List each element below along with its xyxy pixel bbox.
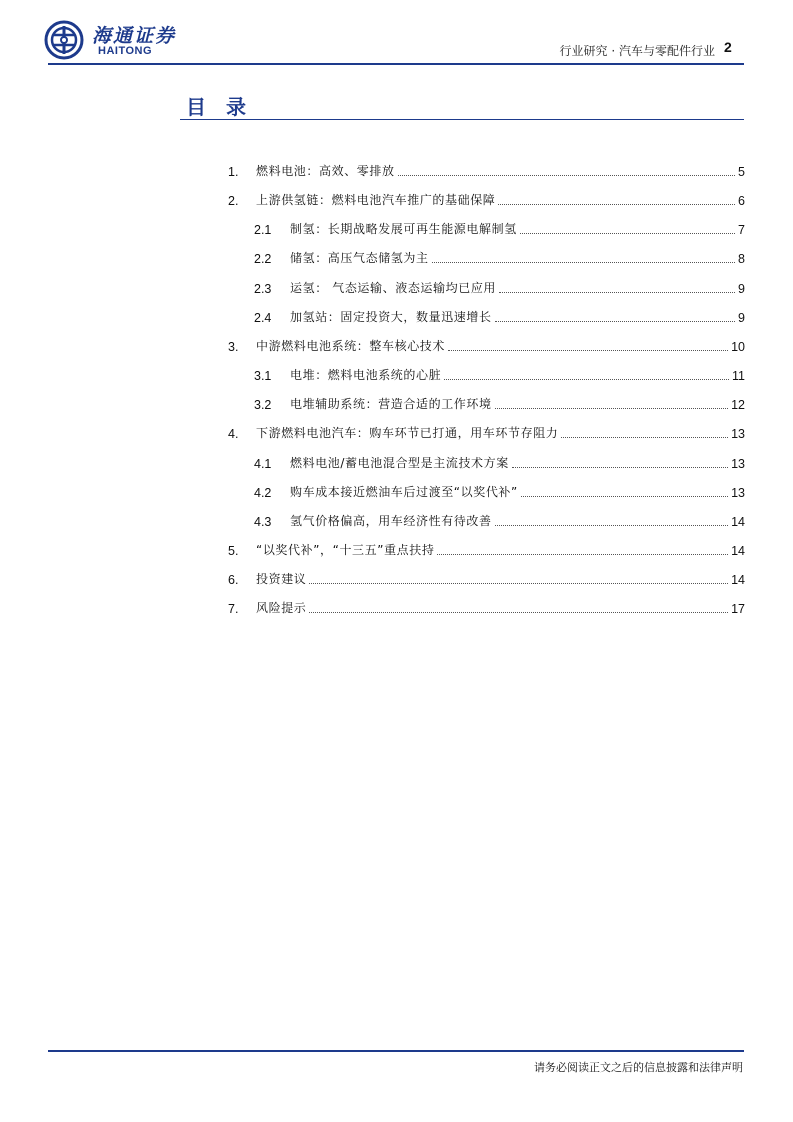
toc-entry-number: 1. xyxy=(228,165,239,179)
toc-entry[interactable] xyxy=(254,219,745,237)
toc-entry-title: 运氢： 气态运输、液态运输均已应用 xyxy=(290,280,497,295)
toc-entry-page: 13 xyxy=(731,456,745,471)
toc-entry-title: 上游供氢链：燃料电池汽车推广的基础保障 xyxy=(256,193,496,208)
toc-entry-title: “以奖代补”，“十三五”重点扶持 xyxy=(256,542,435,557)
toc-dot-leader xyxy=(448,349,728,351)
toc-dot-leader xyxy=(498,203,735,205)
toc-entry-title: 购车成本接近燃油车后过渡至“以奖代补” xyxy=(290,484,518,499)
toc-entry-page: 17 xyxy=(731,602,745,617)
toc-dot-leader xyxy=(561,436,728,438)
toc-entry-page: 12 xyxy=(731,398,745,413)
toc-entry[interactable] xyxy=(254,394,745,412)
toc-entry-title: 储氢：高压气态储氢为主 xyxy=(290,251,429,266)
toc-dot-leader xyxy=(521,495,728,497)
toc-entry[interactable] xyxy=(228,540,745,558)
toc-entry-number: 7. xyxy=(228,602,239,617)
toc-dot-leader xyxy=(432,261,735,263)
toc-entry-page: 7 xyxy=(738,223,745,238)
toc-entry[interactable] xyxy=(228,423,745,441)
toc-entry-page: 9 xyxy=(738,310,745,325)
toc-entry-page: 14 xyxy=(731,573,745,588)
toc-entry-title: 风险提示 xyxy=(256,601,307,616)
toc-title-divider xyxy=(180,119,744,120)
toc-entry[interactable] xyxy=(228,569,745,587)
toc-dot-leader xyxy=(309,611,728,613)
toc-entry[interactable] xyxy=(254,482,745,500)
toc-entry-number: 5. xyxy=(228,543,239,558)
logo-name-cn: 海通证券 xyxy=(92,25,177,47)
toc-entry-title: 加氢站：固定投资大，数量迅速增长 xyxy=(290,309,492,324)
toc-entry-page: 13 xyxy=(731,485,745,500)
toc-dot-leader xyxy=(520,232,735,234)
toc-entry-number: 3.2 xyxy=(254,398,272,413)
haitong-logo-icon xyxy=(44,20,84,60)
toc-dot-leader xyxy=(398,174,735,176)
toc-entry-title: 制氢：长期战略发展可再生能源电解制氢 xyxy=(290,222,517,237)
toc-entry[interactable] xyxy=(254,278,745,296)
toc-entry-title: 燃料电池：高效、零排放 xyxy=(256,164,395,178)
toc-entry-title: 燃料电池/蓄电池混合型是主流技术方案 xyxy=(290,455,509,470)
toc-title: 目录 xyxy=(186,95,266,119)
toc-entry-page: 6 xyxy=(738,194,745,209)
toc-entry-page: 14 xyxy=(731,543,745,558)
footer-disclaimer: 请务必阅读正文之后的信息披露和法律声明 xyxy=(534,1061,743,1074)
toc-entry-title: 投资建议 xyxy=(256,572,307,587)
toc-entry-page: 5 xyxy=(738,165,745,179)
toc-entry-number: 4. xyxy=(228,427,239,442)
toc-entry[interactable] xyxy=(228,161,745,179)
toc-entry-title: 电堆：燃料电池系统的心脏 xyxy=(290,368,442,383)
toc-dot-leader xyxy=(437,553,728,555)
toc-dot-leader xyxy=(512,466,728,468)
toc-dot-leader xyxy=(495,407,728,409)
toc-entry[interactable] xyxy=(228,336,745,354)
toc-entry-page: 8 xyxy=(738,252,745,267)
toc-entry-number: 6. xyxy=(228,573,239,588)
toc-entry-number: 2.4 xyxy=(254,310,272,325)
toc-entry[interactable] xyxy=(254,365,745,383)
toc-entry-page: 11 xyxy=(732,369,745,384)
toc-dot-leader xyxy=(309,582,728,584)
toc-entry-page: 13 xyxy=(731,427,745,442)
toc-dot-leader xyxy=(499,291,735,293)
toc-entry-number: 4.1 xyxy=(254,456,272,471)
header-section: 行业研究 · 汽车与零配件行业 xyxy=(559,44,715,58)
footer-divider xyxy=(48,1050,744,1052)
toc-dot-leader xyxy=(495,320,735,322)
toc-entry-title: 电堆辅助系统：营造合适的工作环境 xyxy=(290,397,492,412)
toc-entry[interactable] xyxy=(254,511,745,529)
header-divider xyxy=(48,63,744,65)
toc-entry-title: 下游燃料电池汽车：购车环节已打通，用车环节存阻力 xyxy=(256,426,559,441)
toc-dot-leader xyxy=(495,524,728,526)
toc-entry-page: 10 xyxy=(731,339,745,354)
toc-entry-page: 14 xyxy=(731,514,745,529)
toc-entry-number: 3. xyxy=(228,339,239,354)
toc-entry[interactable] xyxy=(254,248,745,266)
toc-entry[interactable] xyxy=(254,307,745,325)
toc-entry-title: 中游燃料电池系统：整车核心技术 xyxy=(256,338,446,353)
toc-entry-number: 2.2 xyxy=(254,252,272,267)
page-number: 2 xyxy=(724,39,732,55)
haitong-logo xyxy=(40,18,190,62)
toc-entry-title: 氢气价格偏高，用车经济性有待改善 xyxy=(290,513,492,528)
toc-entry-number: 2.1 xyxy=(254,223,272,238)
toc-entry-page: 9 xyxy=(738,281,745,296)
logo-name-en: HAITONG xyxy=(98,45,153,57)
toc-entry[interactable] xyxy=(228,598,745,616)
toc-entry[interactable] xyxy=(228,190,745,208)
toc-entry-number: 2. xyxy=(228,194,239,209)
toc-dot-leader xyxy=(444,378,729,380)
toc-entry-number: 3.1 xyxy=(254,369,272,384)
toc-entry-number: 2.3 xyxy=(254,281,272,296)
toc-entry-number: 4.2 xyxy=(254,485,272,500)
toc-entry-number: 4.3 xyxy=(254,514,272,529)
toc-entry[interactable] xyxy=(254,453,745,471)
